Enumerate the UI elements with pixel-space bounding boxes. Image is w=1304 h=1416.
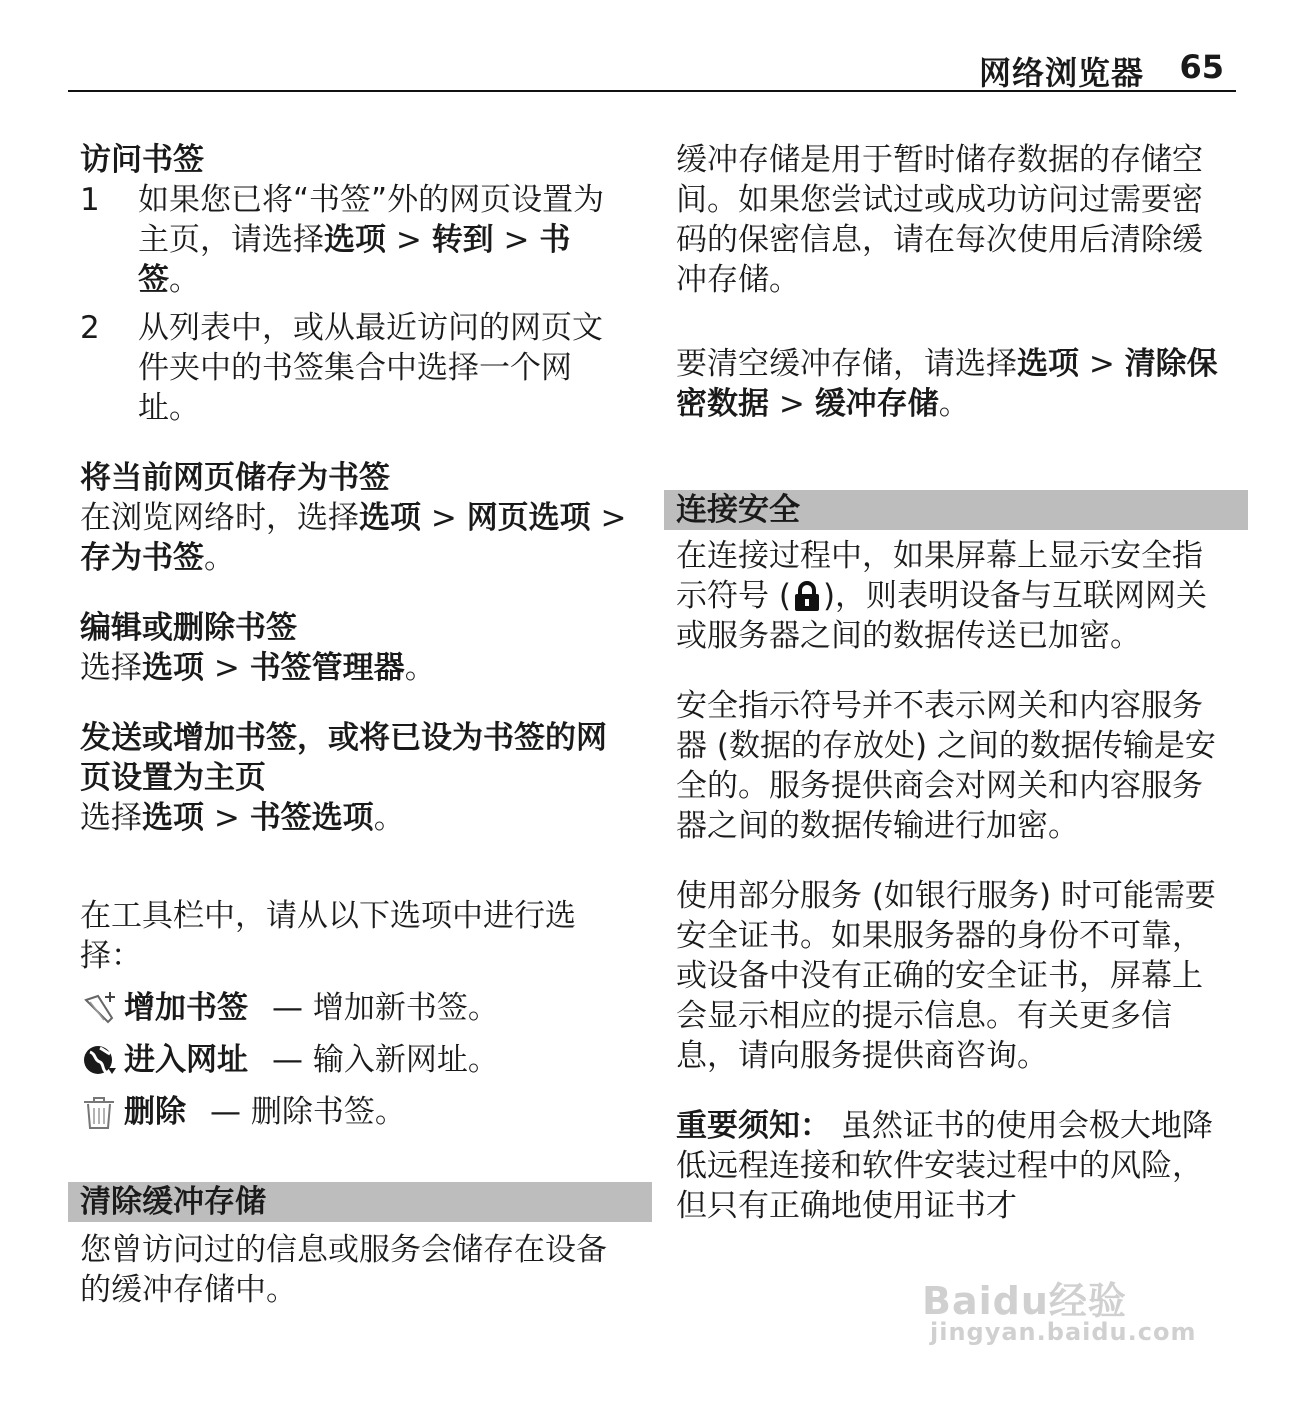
menu-options: 选项 bbox=[324, 222, 386, 258]
menu-separator: > bbox=[590, 500, 627, 536]
cache-text: 您曾访问过的信息或服务会储存在设备的缓冲存储中。 bbox=[80, 1232, 607, 1308]
cache-description: 缓冲存储是用于暂时储存数据的存储空间。如果您尝试过或成功访问过需要密码的保密信息，请在每次使用后清除缓冲存储。 bbox=[676, 142, 1203, 298]
menu-save-as-bookmark: 存为书签 bbox=[80, 540, 204, 576]
sentence-end: 。 bbox=[169, 262, 200, 298]
menu-bookmark-options: 书签选项 bbox=[249, 800, 374, 836]
section-heading-connection-security: 连接安全 bbox=[664, 490, 1248, 530]
tool-name: 进入网址 bbox=[124, 1042, 248, 1078]
tool-description: — 删除书签。 bbox=[210, 1094, 406, 1130]
notice-text: 虽然证书的使用会极大地降低远程连接和软件安装过程中的风险，但只有正确地使用证书才 bbox=[676, 1108, 1213, 1224]
tool-go-to-address bbox=[80, 1034, 632, 1086]
sentence-end: 。 bbox=[404, 650, 436, 686]
add-bookmark-icon bbox=[80, 988, 124, 1028]
step-2 bbox=[80, 308, 632, 428]
sentence-end: 。 bbox=[938, 386, 970, 422]
heading-save-bookmark: 将当前网页储存为书签 bbox=[80, 460, 390, 496]
left-column bbox=[80, 140, 632, 1310]
toolbar-intro: 在工具栏中，请从以下选项中进行选择： bbox=[80, 898, 576, 974]
text-plain: 在浏览网络时，选择 bbox=[80, 500, 359, 536]
menu-separator: > bbox=[386, 222, 432, 258]
menu-separator: > bbox=[1079, 346, 1125, 382]
text-plain: 选择 bbox=[80, 650, 142, 686]
step-1 bbox=[80, 180, 632, 300]
step-number: 1 bbox=[80, 182, 100, 218]
menu-options: 选项 bbox=[1017, 346, 1079, 382]
menu-options: 选项 bbox=[142, 800, 204, 836]
menu-separator: > bbox=[421, 500, 467, 536]
clear-cache-instructions bbox=[676, 344, 1226, 424]
edit-instructions bbox=[80, 648, 632, 688]
tool-description: — 输入新网址。 bbox=[272, 1042, 499, 1078]
send-instructions bbox=[80, 798, 632, 838]
menu-separator: > bbox=[204, 800, 250, 836]
lock-icon bbox=[793, 581, 821, 611]
menu-options: 选项 bbox=[142, 650, 204, 686]
section-heading-clear-cache: 清除缓冲存储 bbox=[68, 1182, 652, 1222]
step-text-plain: 如果您已将“书签”外的网页设置为主页，请选择 bbox=[138, 182, 605, 258]
menu-options: 选项 bbox=[359, 500, 421, 536]
watermark-url: jingyan.baidu.com bbox=[930, 1318, 1197, 1346]
step-number: 2 bbox=[80, 310, 100, 346]
menu-page-options: 网页选项 bbox=[466, 500, 591, 536]
notice-label: 重要须知： bbox=[676, 1108, 831, 1144]
menu-bookmark-manager: 书签管理器 bbox=[249, 650, 405, 686]
save-instructions bbox=[80, 498, 632, 578]
heading-send-bookmark: 发送或增加书签，或将已设为书签的网页设置为主页 bbox=[80, 720, 607, 796]
sentence-end: 。 bbox=[373, 800, 405, 836]
tool-add-bookmark bbox=[80, 982, 632, 1034]
tool-name: 增加书签 bbox=[124, 990, 248, 1026]
text-plain: )，则表明设备与互联网网关或服务器之间的数据传送已加密。 bbox=[676, 578, 1208, 654]
menu-separator: > bbox=[204, 650, 250, 686]
step-text: 从列表中，或从最近访问的网页文件夹中的书签集合中选择一个网址。 bbox=[138, 310, 603, 426]
globe-icon bbox=[80, 1040, 124, 1080]
step-text bbox=[138, 180, 632, 300]
menu-bookmarks: 书签 bbox=[138, 222, 571, 298]
text-plain: 选择 bbox=[80, 800, 142, 836]
heading-visit-bookmarks: 访问书签 bbox=[80, 142, 204, 178]
text-plain: 要清空缓冲存储，请选择 bbox=[676, 346, 1017, 382]
page-number: 65 bbox=[1179, 48, 1224, 86]
menu-goto: 转到 bbox=[431, 222, 494, 258]
page-header bbox=[68, 40, 1236, 92]
menu-clear-private-data: 清除保密数据 bbox=[676, 346, 1218, 422]
running-title: 网络浏览器 bbox=[978, 54, 1144, 92]
heading-edit-bookmark: 编辑或删除书签 bbox=[80, 610, 297, 646]
menu-cache: 缓冲存储 bbox=[814, 386, 939, 422]
right-column bbox=[676, 140, 1226, 1226]
watermark-logo: Baidu经验 bbox=[922, 1279, 1127, 1323]
text-plain: 在连接过程中，如果屏幕上显示安全指示符号 ( bbox=[676, 538, 1203, 614]
sentence-end: 。 bbox=[204, 540, 235, 576]
security-paragraph-2: 安全指示符号并不表示网关和内容服务器 (数据的存放处) 之间的数据传输是安全的。服务提供商会对网关和内容服务器之间的数据传输进行加密。 bbox=[676, 688, 1216, 844]
tool-description: — 增加新书签。 bbox=[272, 990, 499, 1026]
menu-separator: > bbox=[493, 222, 540, 258]
trash-icon bbox=[80, 1092, 124, 1132]
important-notice bbox=[676, 1106, 1226, 1226]
menu-separator: > bbox=[769, 386, 815, 422]
tool-name: 删除 bbox=[124, 1094, 186, 1130]
security-paragraph-1 bbox=[676, 536, 1226, 656]
tool-delete bbox=[80, 1086, 632, 1138]
security-paragraph-3: 使用部分服务 (如银行服务) 时可能需要安全证书。如果服务器的身份不可靠，或设备中没有正确的安全证书，屏幕上会显示相应的提示信息。有关更多信息，请向服务提供商咨询。 bbox=[676, 878, 1216, 1074]
